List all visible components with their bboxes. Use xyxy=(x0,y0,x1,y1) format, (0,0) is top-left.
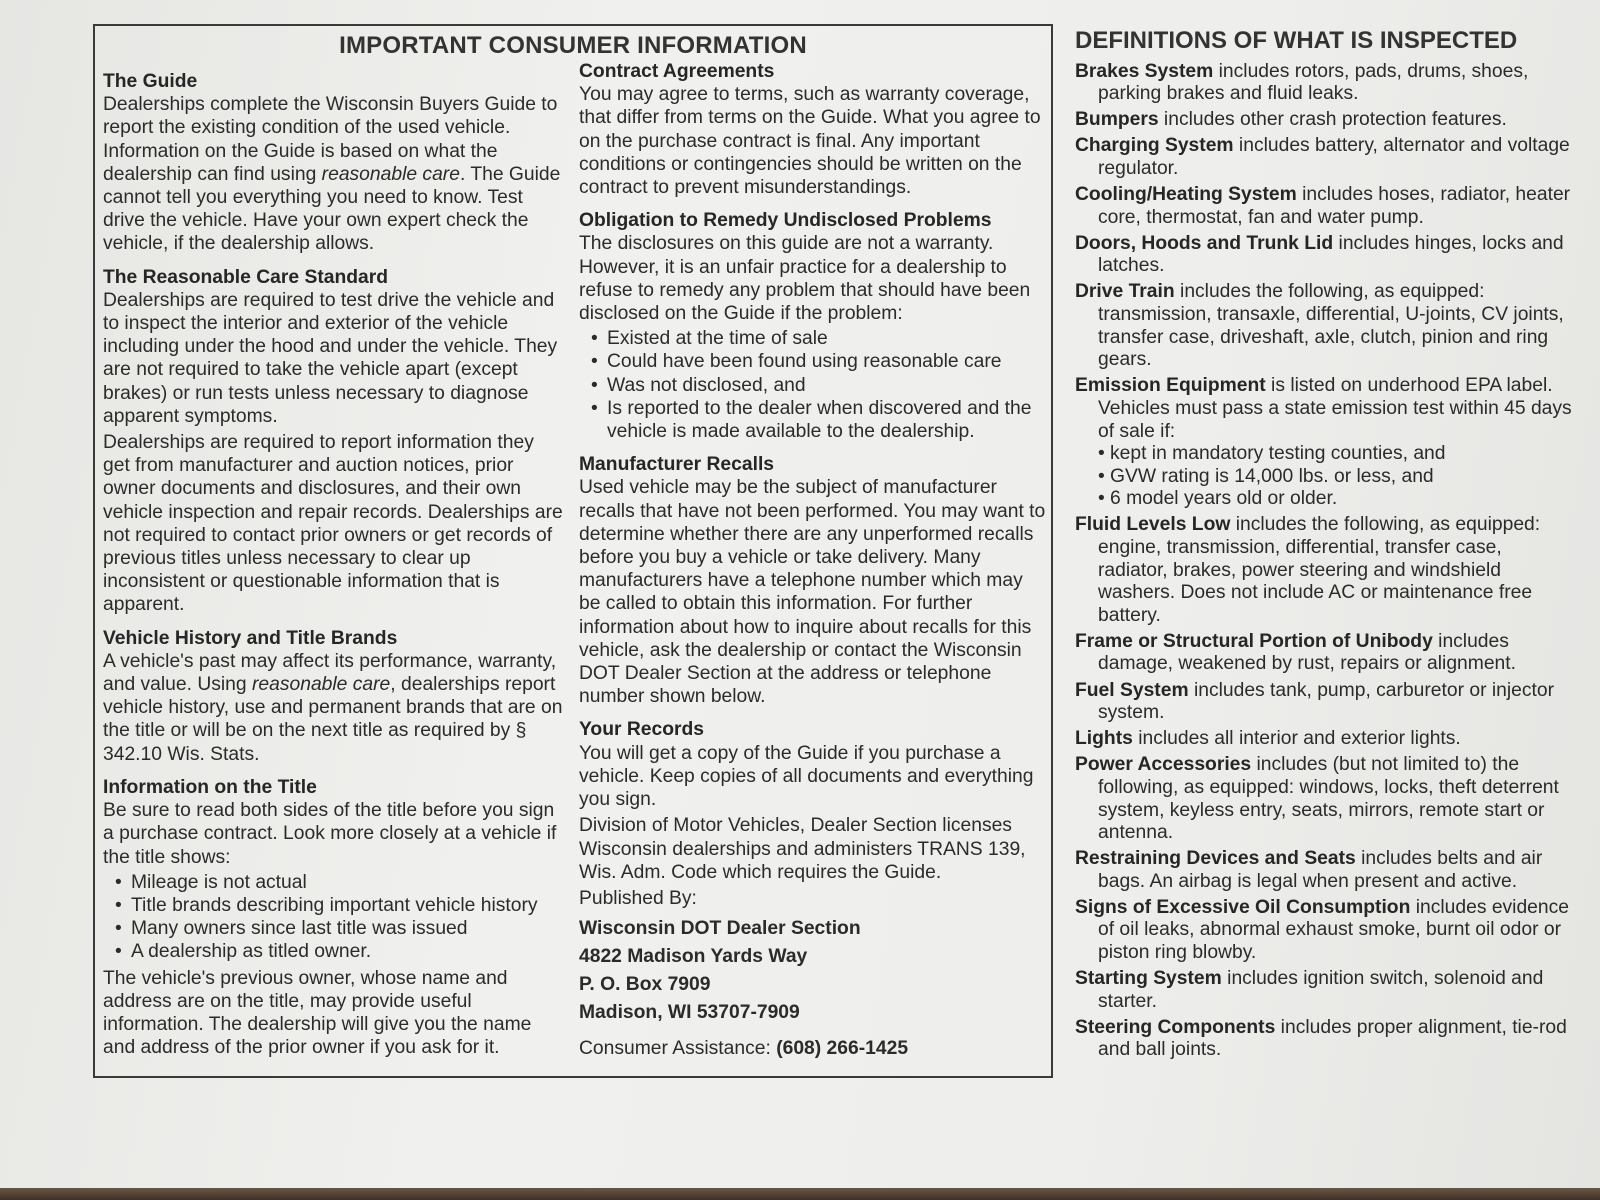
definition-term: Starting System xyxy=(1075,968,1222,990)
definition-text: includes belts and air bags. An airbag is legal when present and active. xyxy=(1098,848,1543,892)
section-title-info xyxy=(103,776,563,1059)
definition-item xyxy=(1075,135,1575,180)
section-body: You may agree to terms, such as warranty coverage, that differ from terms on the Guide. What you agree to on the purchase contract is final. Any important conditions or contingencies should be written on the contract to prevent misunderstandings. xyxy=(579,84,1041,199)
list-item: • Was not disclosed, and xyxy=(579,374,1047,397)
section-reasonable-care xyxy=(103,266,563,617)
definition-text: includes (but not limited to) the following, as equipped: windows, locks, theft deterrent system, keyless entry, seats, mirrors, remote start or antenna. xyxy=(1098,754,1559,844)
definition-text: includes hinges, locks and latches. xyxy=(1098,232,1564,277)
consumer-info-title: IMPORTANT CONSUMER INFORMATION xyxy=(339,32,807,59)
section-title: Obligation to Remedy Undisclosed Problems xyxy=(579,210,992,232)
section-title: Vehicle History and Title Brands xyxy=(103,627,398,649)
definition-text: includes battery, alternator and voltage regulator. xyxy=(1098,135,1570,179)
section-obligation xyxy=(579,209,1047,443)
list-item: • 6 model years old or older. xyxy=(1098,488,1575,511)
section-title: The Guide xyxy=(103,71,198,92)
definition-text: includes evidence of oil leaks, abnormal exhaust smoke, burnt oil odor or piston ring blowby. xyxy=(1098,896,1569,964)
definition-text: includes rotors, pads, drums, shoes, parking brakes and fluid leaks. xyxy=(1098,60,1529,105)
assistance-phone: (608) 266-1425 xyxy=(776,1038,909,1060)
definition-term: Drive Train xyxy=(1075,281,1175,303)
definitions-title: DEFINITIONS OF WHAT IS INSPECTED xyxy=(1075,27,1518,54)
definition-term: Emission Equipment xyxy=(1075,375,1266,397)
definition-term: Doors, Hoods and Trunk Lid xyxy=(1075,232,1334,254)
definition-text: includes other crash protection features. xyxy=(1158,109,1507,131)
publisher-address xyxy=(579,915,1047,1027)
definition-item xyxy=(1075,848,1575,893)
bullet-list xyxy=(579,327,1047,443)
definition-term: Fuel System xyxy=(1075,679,1189,701)
list-item: • A dealership as titled owner. xyxy=(103,940,563,963)
address-line: Madison, WI 53707-7909 xyxy=(579,1002,800,1024)
definition-term: Power Accessories xyxy=(1075,754,1252,776)
section-title: The Reasonable Care Standard xyxy=(103,266,389,288)
definition-term: Steering Components xyxy=(1075,1016,1276,1038)
bullet-list xyxy=(103,871,563,964)
section-body: Dealerships are required to report information they get from manufacturer and auction notices, prior owner documents and disclosures, and their own vehicle inspection and repair records. Dealerships are not required to contact prior owners or get records of previous titles unless necessary to clear up inconsistent or questionable information that is apparent. xyxy=(103,432,563,616)
definitions-list xyxy=(1075,61,1575,1062)
section-body: Used vehicle may be the subject of manufacturer recalls that have not been performed. You may want to determine whether there are any unperformed recalls before you buy a vehicle or take delivery. Many manufacturers have a telephone number which may be called to obtain this information. For further information about how to inquire about recalls for this vehicle, ask the dealership or contact the Wisconsin DOT Dealer Section at the address or telephone number shown below. xyxy=(579,477,1046,708)
definition-text: includes tank, pump, carburetor or injector system. xyxy=(1098,679,1555,724)
definition-item xyxy=(1075,61,1575,106)
definition-term: Frame or Structural Portion of Unibody xyxy=(1075,630,1433,652)
definition-item xyxy=(1075,1017,1575,1062)
left-column xyxy=(103,70,563,1069)
definition-item xyxy=(1075,754,1575,844)
definitions-column xyxy=(1075,27,1575,1066)
definition-item xyxy=(1075,233,1575,278)
definition-text: includes proper alignment, tie-rod and ball joints. xyxy=(1098,1016,1567,1061)
section-title: Manufacturer Recalls xyxy=(579,454,775,476)
section-contract xyxy=(579,60,1047,199)
definition-text: includes ignition switch, solenoid and starter. xyxy=(1098,968,1544,1012)
definition-item xyxy=(1075,680,1575,725)
list-item: • Many owners since last title was issued xyxy=(103,917,563,940)
bullet-list xyxy=(1098,443,1575,511)
section-recalls xyxy=(579,453,1047,708)
definition-item xyxy=(1075,109,1575,132)
address-line: P. O. Box 7909 xyxy=(579,974,711,996)
definition-item xyxy=(1075,728,1575,751)
address-line: 4822 Madison Yards Way xyxy=(579,946,808,968)
definition-text: is listed on underhood EPA label. Vehicles must pass a state emission test within 45 days of sale if: xyxy=(1098,375,1572,442)
section-body: Dealerships are required to test drive the vehicle and to inspect the interior and exterior of the vehicle including under the hood and under the vehicle. They are not required to take the vehicle apart (except brakes) or run tests unless necessary to diagnose apparent symptoms. xyxy=(103,289,558,427)
definition-item xyxy=(1075,184,1575,229)
consumer-assistance: Consumer Assistance: (608) 266-1425 xyxy=(579,1038,909,1060)
consumer-info-box xyxy=(93,24,1053,1078)
definition-item xyxy=(1075,375,1575,511)
section-title: Your Records xyxy=(579,719,704,741)
list-item: • GVW rating is 14,000 lbs. or less, and xyxy=(1098,466,1575,489)
published-by-label: Published By: xyxy=(579,887,697,909)
definition-term: Bumpers xyxy=(1075,109,1159,131)
list-item: • kept in mandatory testing counties, and xyxy=(1098,443,1575,466)
definition-text: includes the following, as equipped: transmission, transaxle, differential, U-joints, CV joints, transfer case, driveshaft, axle, clutch, pinion and ring gears. xyxy=(1098,281,1564,371)
list-item: • Is reported to the dealer when discovered and the vehicle is made available to the dealership. xyxy=(579,397,1047,443)
definition-item xyxy=(1075,897,1575,965)
definition-term: Charging System xyxy=(1075,135,1234,157)
definition-term: Signs of Excessive Oil Consumption xyxy=(1075,896,1411,918)
section-title: Contract Agreements xyxy=(579,61,775,82)
section-body: You will get a copy of the Guide if you purchase a vehicle. Keep copies of all documents and everything you sign. xyxy=(579,742,1034,811)
section-body: Dealerships complete the Wisconsin Buyers Guide to report the existing condition of the used vehicle. Information on the Guide is based on what the dealership can find using reasonable care. The Guide cannot tell you everything you need to know. Test drive the vehicle. Have your own expert check the vehicle, if the dealership allows. xyxy=(103,94,561,255)
list-item: • Mileage is not actual xyxy=(103,871,563,894)
definition-term: Restraining Devices and Seats xyxy=(1075,848,1356,870)
section-body: Division of Motor Vehicles, Dealer Section licenses Wisconsin dealerships and administers TRANS 139, Wis. Adm. Code which requires the Guide. xyxy=(579,815,1026,883)
middle-column xyxy=(579,60,1047,1070)
section-the-guide xyxy=(103,70,563,256)
section-title: Information on the Title xyxy=(103,776,317,798)
section-body: The disclosures on this guide are not a warranty. However, it is an unfair practice for a dealership to refuse to remedy any problem that should have been disclosed on the Guide if the problem: xyxy=(579,233,1031,325)
section-body: The vehicle's previous owner, whose name and address are on the title, may provide useful information. The dealership will give you the name and address of the prior owner if you ask for it. xyxy=(103,967,532,1059)
definition-item xyxy=(1075,968,1575,1013)
definition-term: Lights xyxy=(1075,728,1133,750)
definition-item xyxy=(1075,281,1575,371)
definition-text: includes all interior and exterior lights. xyxy=(1132,728,1461,750)
definition-item xyxy=(1075,631,1575,676)
definition-term: Brakes System xyxy=(1075,60,1214,82)
address-line: Wisconsin DOT Dealer Section xyxy=(579,918,861,940)
definition-item xyxy=(1075,514,1575,627)
section-body: A vehicle's past may affect its performance, warranty, and value. Using reasonable care, dealerships report vehicle history, use and permanent brands that are on the title or will be on the next title as required by § 342.10 Wis. Stats. xyxy=(103,650,563,765)
floor-edge xyxy=(0,1188,1600,1200)
section-body: Be sure to read both sides of the title before you sign a purchase contract. Look more closely at a vehicle if the title shows: xyxy=(103,800,557,868)
definition-term: Cooling/Heating System xyxy=(1075,184,1297,206)
definition-text: includes hoses, radiator, heater core, thermostat, fan and water pump. xyxy=(1098,184,1571,228)
section-vehicle-history xyxy=(103,627,563,766)
definition-term: Fluid Levels Low xyxy=(1075,514,1231,536)
section-your-records xyxy=(579,718,1047,1060)
list-item: • Existed at the time of sale xyxy=(579,327,1047,350)
list-item: • Title brands describing important vehicle history xyxy=(103,894,563,917)
list-item: • Could have been found using reasonable care xyxy=(579,350,1047,373)
definition-text: includes the following, as equipped: engine, transmission, differential, transfer case, radiator, brakes, power steering and windshield washers. Does not include AC or maintenance free battery. xyxy=(1098,514,1541,626)
definition-text: includes damage, weakened by rust, repairs or alignment. xyxy=(1098,630,1516,675)
